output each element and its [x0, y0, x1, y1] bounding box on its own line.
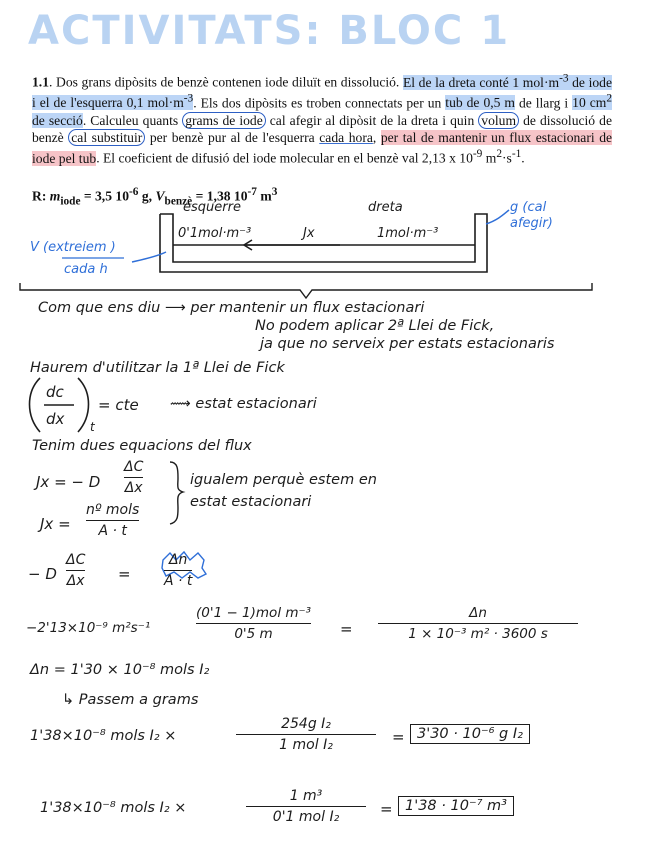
eq4-equals: = [340, 620, 353, 638]
problem-text: . Dos grans dipòsits de benzè contenen iode diluït en dissolució. [49, 74, 403, 90]
note-line-6: Tenim dues equacions del flux [32, 438, 252, 454]
flux-eq-1-lhs: Jx = − D [36, 473, 101, 491]
iguals-note-1: igualem perquè estem en [190, 472, 377, 488]
circled-grams-iode: grams de iode [182, 112, 266, 129]
brace [20, 283, 592, 298]
volume-result-box: 1'38 · 10⁻⁷ m³ [398, 796, 514, 816]
note-line-3: ja que no serveix per estats estacionaris [260, 336, 555, 352]
tank-diagram [160, 214, 487, 272]
eq3-fraction-dC-dx: $\frac{\Delta C}{\Delta x}$ [66, 552, 86, 589]
note-line-2: No podem aplicar 2ª Llei de Fick, [255, 318, 495, 334]
left-note-1: V (extreiem ) [30, 240, 116, 255]
deriv-dx: dx [46, 410, 65, 428]
page-title: ACTIVITATS: BLOC 1 [28, 8, 511, 54]
problem-text: de dissolució de benzè [32, 112, 612, 145]
volume-conversion-fraction: 1 m³ 0'1 mol I₂ [246, 788, 366, 825]
equals-constant: = cte [98, 396, 139, 414]
problem-text: per benzè pur al de l'esquerra [145, 129, 320, 145]
equations-brace [170, 462, 183, 524]
left-note-2: cada h [64, 262, 108, 277]
problem-text: cal afegir al dipòsit de la dreta i quin [265, 112, 479, 128]
grams-result-box: 3'30 · 10⁻⁶ g I₂ [410, 724, 530, 744]
to-grams-note: ↳ Passem a grams [62, 692, 199, 708]
problem-text: . El coeficient de difusió del iode molecular en el benzè val 2,13 x 10 [96, 150, 473, 166]
eq4-fraction-dn-area-time: $\frac{\Delta n}{\text{1 × 10⁻³ m² · 3600 s}}$ [378, 605, 578, 642]
highlight-left-concentration: i el de l'esquerra 0,1 $mol\cdot m^{-3}$ [32, 92, 194, 111]
circled-cal-substituir: cal substituir [68, 129, 145, 146]
eq3-minus-D: − D [28, 565, 57, 583]
deriv-subscript-t: t [90, 420, 95, 434]
left-tank-label: esquerre [183, 200, 241, 215]
problem-text: . Els dos dipòsits es troben connectats per un [193, 95, 446, 111]
problem-statement: 1.1. Dos grans dipòsits de benzè contenen iode diluït en dissolució. El de la dreta conté 1 $mol\cdot m^{-3}$ de iode i el de l'esquerra 0,1 $mol\cdot m^{-3}$. Els dos dipòsits es troben connectats per un tub de 0,5 m de llarg i 10 $cm^2$ de secció. Calculeu quants grams de iode cal afegir al dipòsit de la dreta i quin volum de dissolució de benzè cal substituir per benzè pur al de l'esquerra cada hora, per tal de mantenir un flux estacionari de iode pel tub. El coeficient de difusió del iode molecular en el benzè val 2,13 x $10^{-9}$ $m^2\cdot s^{-1}$. [32, 72, 613, 166]
highlight-right-concentration: El de la dreta conté 1 $mol\cdot m^{-3}$ de iode [402, 72, 612, 90]
iguals-note-2: estat estacionari [190, 494, 312, 510]
left-concentration: 0'1mol·m⁻³ [178, 226, 252, 241]
eq4-coefficient: −2'13×10⁻⁹ m²s⁻¹ [26, 620, 151, 636]
underlined-cada-hora: cada hora [319, 129, 373, 145]
problem-text: . Calculeu quants [82, 112, 183, 128]
tank-outline [160, 214, 487, 272]
grams-calc-left: 1'38×10⁻⁸ mols I₂ × [30, 728, 177, 744]
left-note-pointer [132, 252, 166, 262]
circled-volum: volum [478, 112, 519, 129]
steady-state-note: ⟿ estat estacionari [170, 396, 317, 412]
problem-text: de llarg i [514, 95, 573, 111]
grams-conversion-fraction: 254g I₂ 1 mol I₂ [236, 716, 376, 753]
flux-eq-2-lhs: Jx = [40, 515, 71, 533]
volume-calc-left: 1'38×10⁻⁸ mols I₂ × [40, 800, 187, 816]
fraction-dC-dx: $\frac{\Delta C}{\Delta x}$ [124, 459, 144, 496]
eq3-fraction-dn-At: $\frac{\Delta n}{A \cdot t}$ [164, 552, 193, 589]
right-tank-label: dreta [368, 200, 403, 215]
deriv-dc: dc [46, 383, 64, 401]
right-note-pointer [486, 210, 509, 224]
highlight-steady-flux: per tal de mantenir un flux estacionari de iode pel tub [32, 129, 613, 166]
answer-line: R: $m_{iode} = 3,5$ $10^{-6}$ g, $V_{benzè} = 1,38$ $10^{-7}$ $m^3$ [32, 186, 278, 208]
note-line-1: Com que ens diu ⟶ per mantenir un flux estacionari [38, 300, 425, 316]
grams-equals: = [392, 728, 405, 746]
fraction-nmols-At: nº mols A · t [86, 502, 140, 539]
dn-result: Δn = 1'30 × 10⁻⁸ mols I₂ [30, 662, 210, 678]
eq3-equals: = [118, 565, 131, 583]
volume-equals: = [380, 800, 393, 818]
note-line-4: Haurem d'utilitzar la 1ª Llei de Fick [30, 360, 285, 376]
flux-label: Jx [303, 226, 315, 241]
highlight-tube-section: 10 $cm^2$ de secció [32, 92, 612, 128]
right-concentration: 1mol·m⁻³ [377, 226, 439, 241]
eq4-fraction-conc-length: (0'1 − 1)mol m⁻³ 0'5 m [196, 605, 312, 642]
problem-number: 1.1 [32, 74, 49, 90]
highlight-tube-length: tub de 0,5 m [445, 95, 515, 111]
right-note: g (cal afegir) [510, 200, 553, 231]
